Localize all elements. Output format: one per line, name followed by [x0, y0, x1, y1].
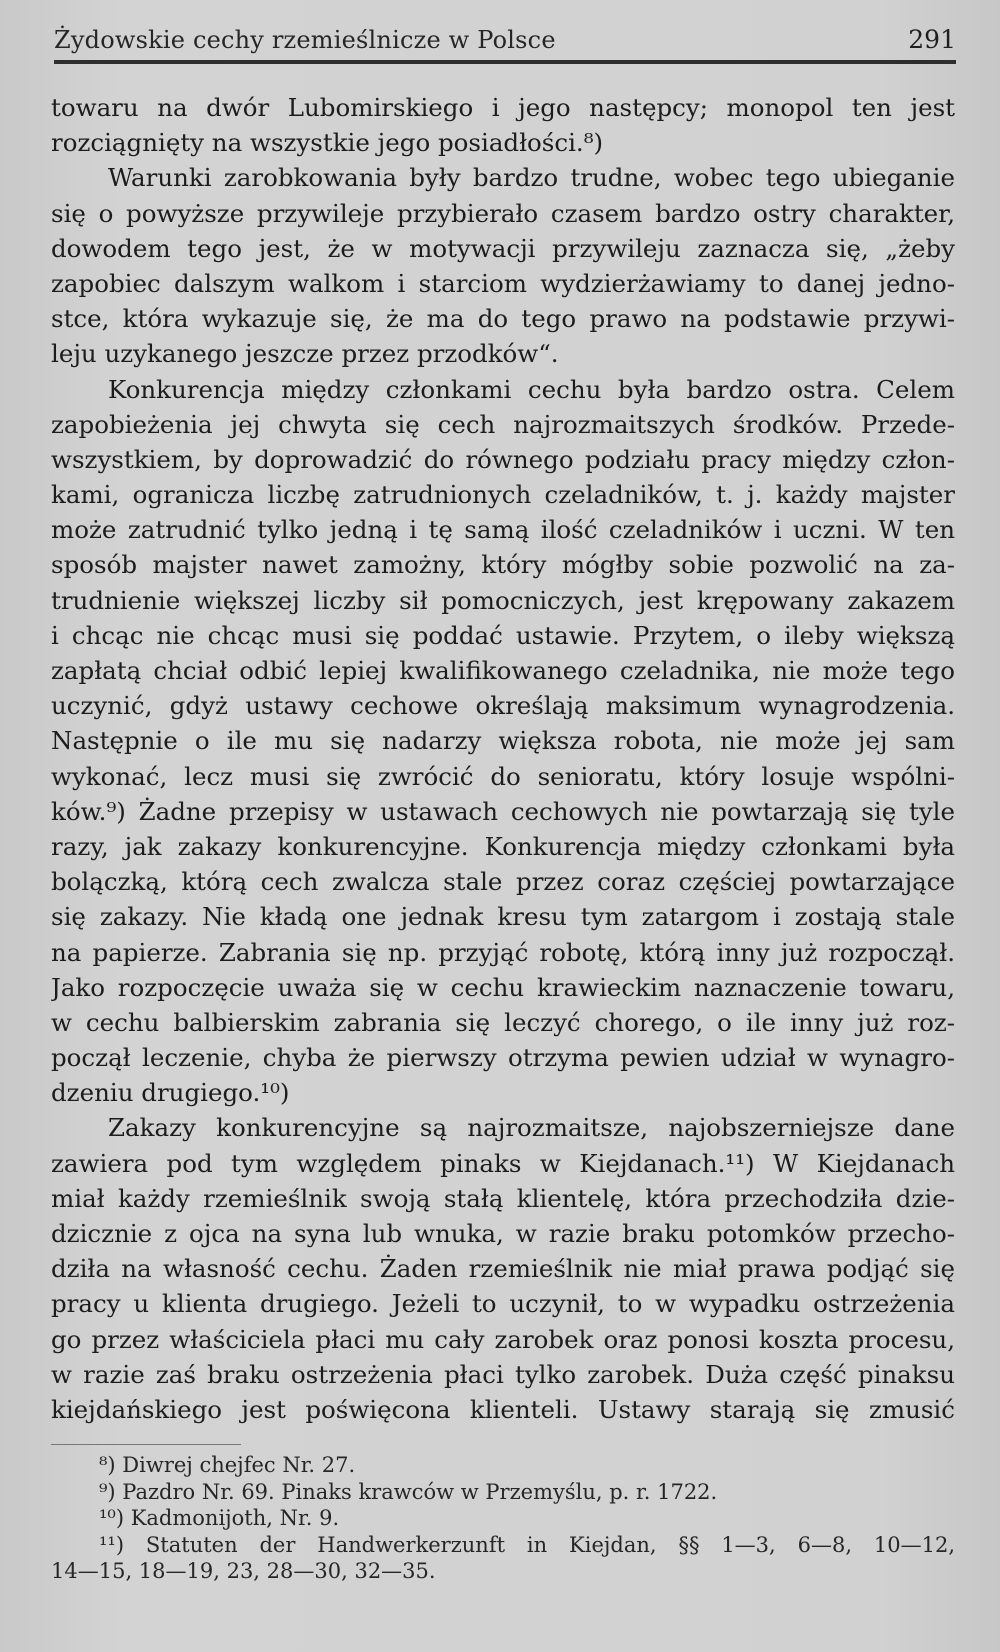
text-line: uczynić, gdyż ustawy cechowe określają maksimum wynagrodzenia.: [51, 691, 955, 721]
text-line: począł leczenie, chyba że pierwszy otrzyma pewien udział w wynagro-: [51, 1043, 955, 1073]
text-line: stce, która wykazuje się, że ma do tego prawo na podstawie przywi-: [51, 304, 955, 334]
text-line: towaru na dwór Lubomirskiego i jego następcy; monopol ten jest: [51, 93, 955, 122]
text-line: zapobiec dalszym walkom i starciom wydzierżawiamy to danej jedno-: [51, 268, 955, 298]
header-rule: [54, 60, 956, 64]
text-line: go przez właściciela płaci mu cały zarobek oraz ponosi koszta procesu,: [51, 1324, 955, 1354]
text-line: dzeniu drugiego.¹⁰): [51, 1078, 290, 1108]
text-line: w cechu balbierskim zabrania się leczyć chorego, o ile inny już roz-: [51, 1007, 955, 1037]
text-line: i chcąc nie chcąc musi się poddać ustawie. Przytem, o ileby większą: [51, 620, 955, 650]
text-line: Konkurencja między członkami cechu była bardzo ostra. Celem: [108, 374, 955, 404]
text-line: bolączką, którą cech zwalcza stale przez coraz częściej powtarzające: [51, 867, 955, 897]
text-line: dzicznie z ojca na syna lub wnuka, w razie braku potomków przecho-: [51, 1219, 955, 1248]
text-line: razy, jak zakazy konkurencyjne. Konkurencja między członkami była: [51, 831, 955, 861]
text-line: Następnie o ile mu się nadarzy większa robota, nie może jej sam: [51, 726, 955, 756]
text-line: w razie zaś braku ostrzeżenia płaci tylko zarobek. Duża część pinaksu: [51, 1359, 955, 1389]
footnote-8: ⁸) Diwrej chejfec Nr. 27.: [99, 1453, 356, 1477]
text-line: na papierze. Zabrania się np. przyjąć robotę, którą inny już rozpoczął.: [51, 937, 955, 967]
main-text: [51, 90, 955, 1427]
footnote-11-continuation: 14—15, 18—19, 23, 28—30, 32—35.: [51, 1559, 436, 1583]
footnote-10: ¹⁰) Kadmonijoth, Nr. 9.: [99, 1506, 340, 1530]
text-line: Jako rozpoczęcie uważa się w cechu krawieckim naznaczenie towaru,: [51, 972, 955, 1002]
text-line: pracy u klienta drugiego. Jeżeli to uczynił, to w wypadku ostrzeżenia: [51, 1289, 955, 1319]
text-line: się zakazy. Nie kładą one jednak kresu tym zatargom i zostają stale: [51, 902, 955, 932]
text-line: miał każdy rzemieślnik swoją stałą klientelę, która przechodziła dzie-: [51, 1183, 955, 1213]
text-line: się o powyższe przywileje przybierało czasem bardzo ostry charakter,: [51, 198, 955, 228]
text-line: leju uzykanego jeszcze przez przodków“.: [51, 339, 559, 369]
text-line: wszystkiem, by doprowadzić do równego podziału pracy między człon-: [51, 444, 955, 474]
text-line: ków.⁹) Żadne przepisy w ustawach cechowych nie powtarzają się tyle: [51, 796, 955, 826]
footnote-rule: [51, 1444, 241, 1445]
text-line: kiejdańskiego jest poświęcona klienteli. Ustawy starają się zmusić: [51, 1394, 955, 1424]
footnotes: [51, 1452, 955, 1585]
text-line: Warunki zarobkowania były bardzo trudne, wobec tego ubieganie: [108, 163, 955, 193]
text-line: zawiera pod tym względem pinaks w Kiejdanach.¹¹) W Kiejdanach: [51, 1148, 955, 1178]
text-line: Zakazy konkurencyjne są najrozmaitsze, najobszerniejsze dane: [108, 1113, 955, 1143]
text-line: kami, ogranicza liczbę zatrudnionych czeladników, t. j. każdy majster: [51, 480, 955, 510]
text-line: sposób majster nawet zamożny, który mógłby sobie pozwolić na za-: [51, 550, 955, 580]
text-line: rozciągnięty na wszystkie jego posiadłości.⁸): [51, 128, 604, 158]
page-header: [54, 22, 956, 62]
text-line: wykonać, lecz musi się zwrócić do senioratu, który losuje wspólni-: [51, 761, 955, 791]
footnote-9: ⁹) Pazdro Nr. 69. Pinaks krawców w Przemyślu, p. r. 1722.: [99, 1479, 718, 1504]
text-line: zapłatą chciał odbić lepiej kwalifikowanego czeladnika, nie może tego: [51, 656, 955, 685]
running-title: Żydowskie cechy rzemieślnicze w Polsce: [54, 26, 556, 54]
text-line: trudnienie większej liczby sił pomocniczych, jest krępowany zakazem: [51, 585, 955, 615]
text-line: dziła na własność cechu. Żaden rzemieślnik nie miał prawa podjąć się: [51, 1254, 955, 1284]
footnote-11: ¹¹) Statuten der Handwerkerzunft in Kiejdan, §§ 1—3, 6—8, 10—12,: [99, 1532, 955, 1557]
text-line: dowodem tego jest, że w motywacji przywileju zaznacza się, „żeby: [51, 233, 955, 263]
text-line: może zatrudnić tylko jedną i tę samą ilość czeladników i uczni. W ten: [51, 515, 955, 545]
page-number: 291: [908, 25, 956, 54]
text-line: zapobieżenia jej chwyta się cech najrozmaitszych środków. Przede-: [51, 409, 955, 439]
